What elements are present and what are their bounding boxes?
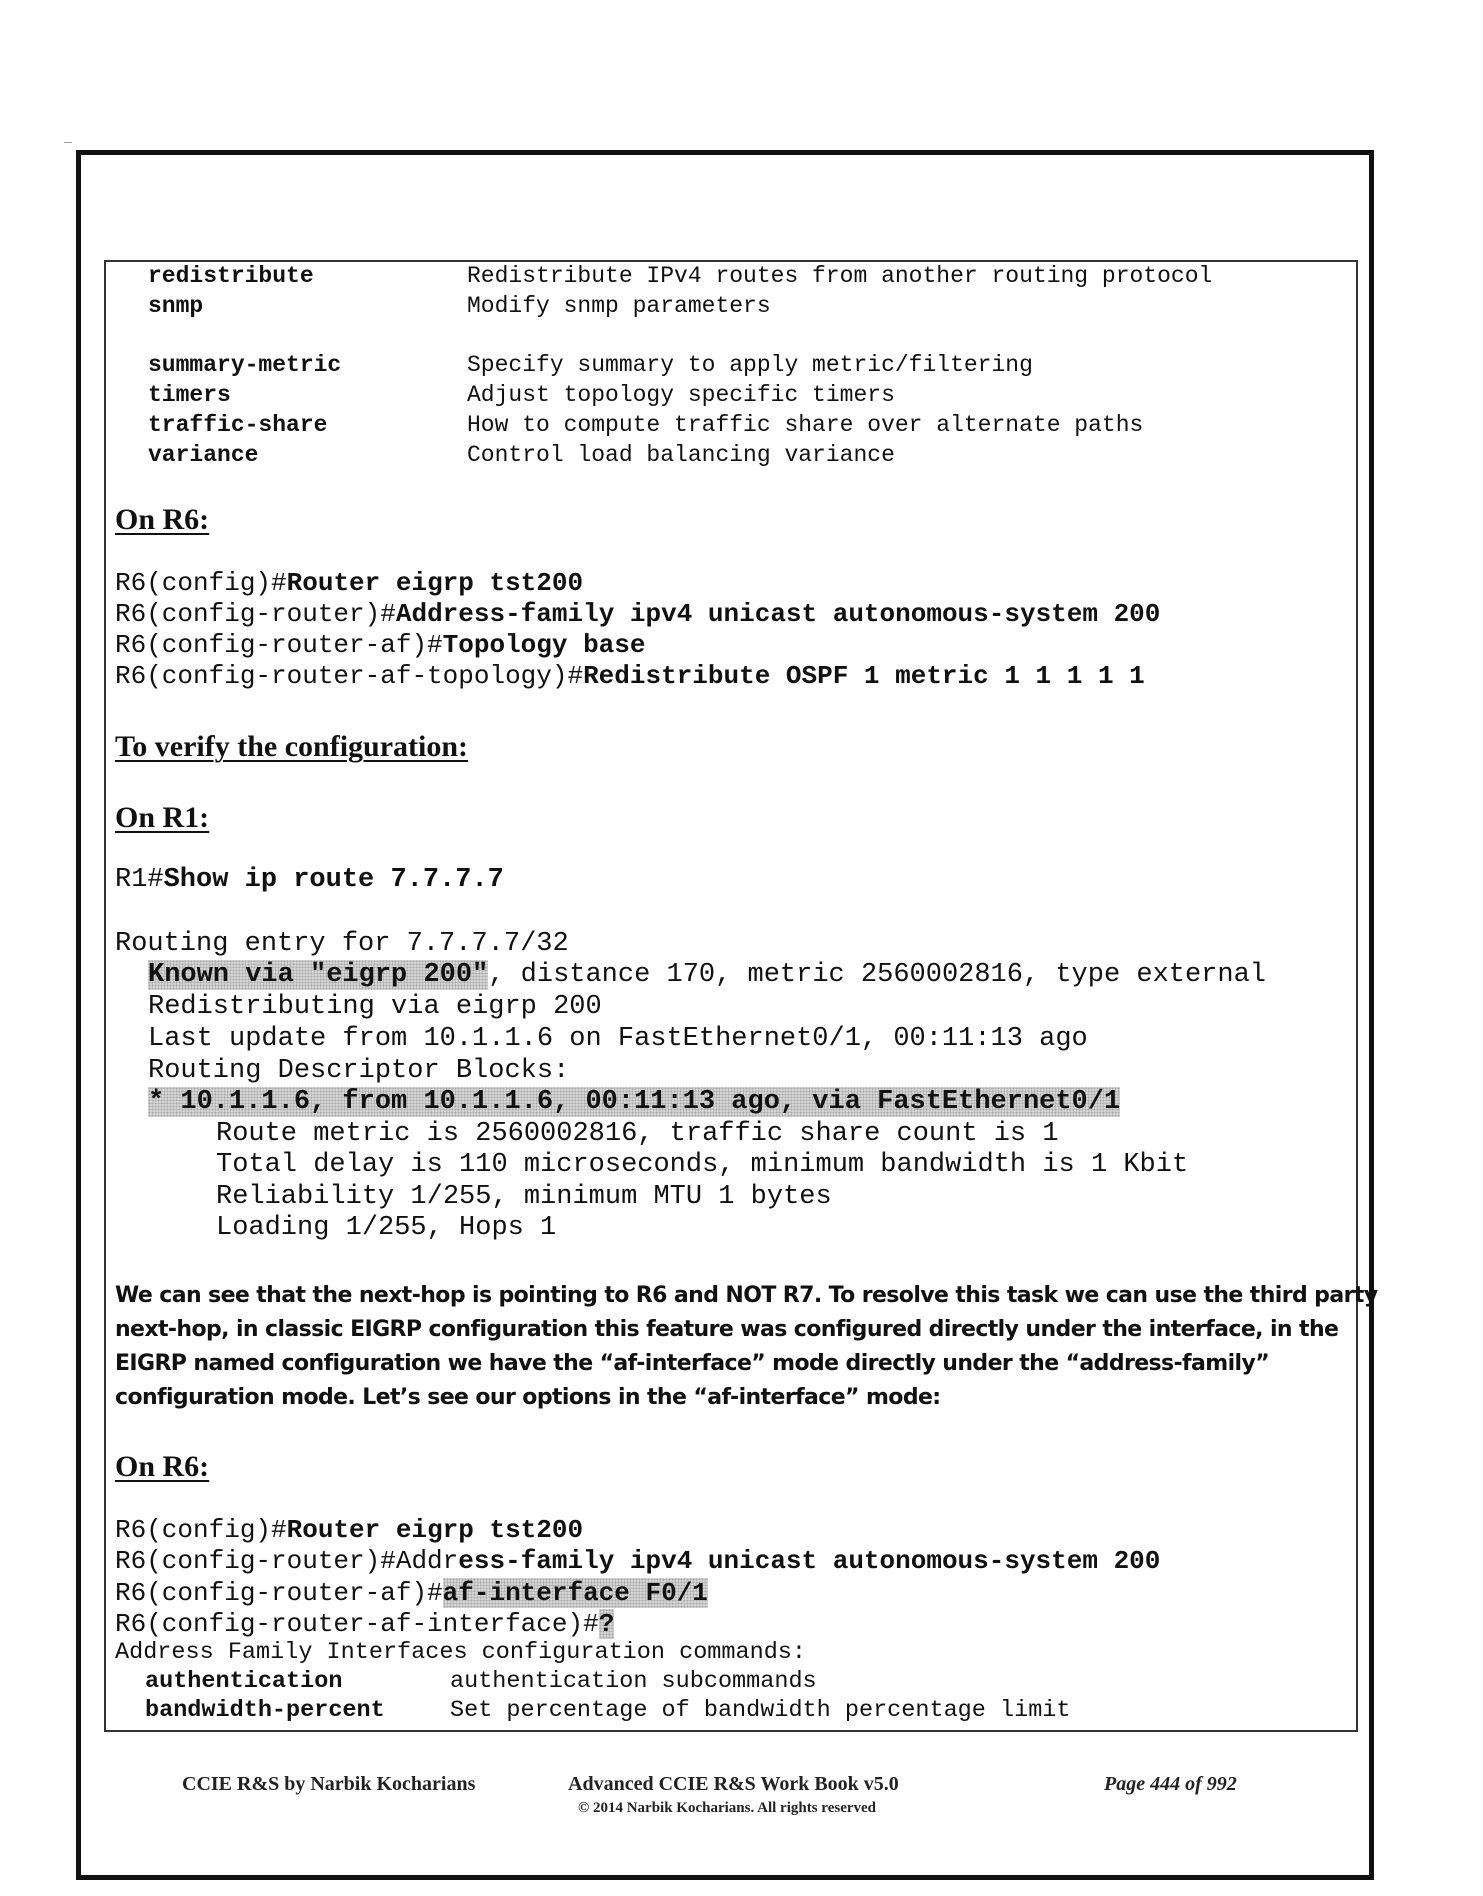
cli-command: Address-family ipv4 unicast autonomous-system 200	[395, 599, 1161, 629]
cli-prompt: R1#	[115, 865, 164, 895]
cli-line	[115, 867, 504, 894]
footer-author: CCIE R&S by Narbik Kocharians	[182, 1773, 476, 1795]
help-command: variance	[148, 442, 259, 468]
cli-prompt: R6(config-router-af-topology)#	[115, 661, 584, 691]
output-text: , distance 170, metric 2560002816, type external	[488, 960, 1266, 990]
help-description: Redistribute IPv4 routes from another routing protocol	[467, 263, 1213, 289]
help-command: timers	[148, 382, 231, 408]
output-line	[148, 1089, 1120, 1116]
help-command: redistribute	[148, 263, 314, 289]
footer-page-number: Page 444 of 992	[1104, 1773, 1237, 1795]
cli-line	[115, 1548, 1160, 1574]
help-command: authentication	[145, 1668, 343, 1695]
highlighted-command: ?	[598, 1609, 615, 1639]
cli-line	[115, 570, 583, 596]
help-description: Adjust topology specific timers	[467, 382, 895, 408]
output-line: Routing Descriptor Blocks:	[148, 1056, 570, 1086]
paragraph-line: We can see that the next-hop is pointing to R6 and NOT R7. To resolve this task we can use the third party	[115, 1283, 1378, 1308]
help-description: authentication subcommands	[450, 1668, 817, 1695]
output-line: Route metric is 2560002816, traffic share count is 1	[216, 1119, 1059, 1149]
cli-line	[115, 1580, 708, 1606]
cli-prompt: R6(config-router-af)#	[115, 1578, 443, 1608]
highlighted-text: Known via "eigrp 200"	[148, 960, 489, 990]
section-heading-r6: On R6:	[115, 503, 210, 536]
footer-book-title: Advanced CCIE R&S Work Book v5.0	[568, 1773, 899, 1795]
paragraph-line: EIGRP named configuration we have the “af-interface” mode directly under the “address-family”	[115, 1351, 1270, 1376]
section-heading-r6-second: On R6:	[115, 1450, 210, 1483]
cli-command: Show ip route 7.7.7.7	[163, 865, 504, 895]
paragraph-line: configuration mode. Let’s see our options in the “af-interface” mode:	[115, 1385, 941, 1410]
cli-prompt: R6(config-router)#	[115, 599, 396, 629]
help-command: traffic-share	[148, 412, 328, 438]
help-description: Control load balancing variance	[467, 442, 895, 468]
cli-prompt: R6(config-router)#Addr	[115, 1546, 459, 1576]
help-description: How to compute traffic share over alternate paths	[467, 412, 1144, 438]
output-line: Total delay is 110 microseconds, minimum bandwidth is 1 Kbit	[216, 1150, 1189, 1180]
help-description: Set percentage of bandwidth percentage limit	[450, 1697, 1071, 1724]
cli-command: Router eigrp tst200	[286, 1515, 584, 1545]
help-description: Modify snmp parameters	[467, 293, 771, 319]
cli-prompt: R6(config)#	[115, 568, 287, 598]
cli-command: Topology base	[442, 630, 646, 660]
cli-line	[115, 1517, 583, 1543]
highlighted-command: af-interface F0/1	[442, 1578, 708, 1608]
cli-command: Router eigrp tst200	[286, 568, 584, 598]
output-line: Reliability 1/255, minimum MTU 1 bytes	[216, 1182, 832, 1212]
help-command: snmp	[148, 293, 204, 319]
highlighted-text: * 10.1.1.6, from 10.1.1.6, 00:11:13 ago, via FastEthernet0/1	[148, 1087, 1121, 1117]
output-line: Last update from 10.1.1.6 on FastEthernet0/1, 00:11:13 ago	[148, 1024, 1088, 1054]
cli-prompt: R6(config-router-af-interface)#	[115, 1609, 599, 1639]
output-line: Redistributing via eigrp 200	[148, 992, 602, 1022]
section-heading-r1: On R1:	[115, 801, 210, 834]
cli-command: ess-family ipv4 unicast autonomous-system 200	[458, 1546, 1161, 1576]
output-line: Loading 1/255, Hops 1	[216, 1213, 557, 1243]
cli-line	[115, 1611, 614, 1637]
cli-prompt: R6(config)#	[115, 1515, 287, 1545]
cli-line	[115, 632, 646, 658]
output-line: Routing entry for 7.7.7.7/32	[115, 929, 569, 959]
output-line	[148, 962, 1266, 989]
cli-prompt: R6(config-router-af)#	[115, 630, 443, 660]
paragraph-line: next-hop, in classic EIGRP configuration this feature was configured directly under the interface, in the	[115, 1317, 1339, 1342]
help-command: summary-metric	[148, 352, 342, 378]
cli-line	[115, 663, 1145, 689]
help-title: Address Family Interfaces configuration commands:	[115, 1639, 807, 1666]
footer-copyright: © 2014 Narbik Kocharians. All rights reserved	[578, 1800, 877, 1816]
scan-mark	[64, 142, 72, 143]
cli-command: Redistribute OSPF 1 metric 1 1 1 1 1	[583, 661, 1145, 691]
help-description: Specify summary to apply metric/filtering	[467, 352, 1033, 378]
help-command: bandwidth-percent	[145, 1697, 385, 1724]
section-heading-verify: To verify the configuration:	[115, 730, 469, 763]
cli-line	[115, 601, 1160, 627]
